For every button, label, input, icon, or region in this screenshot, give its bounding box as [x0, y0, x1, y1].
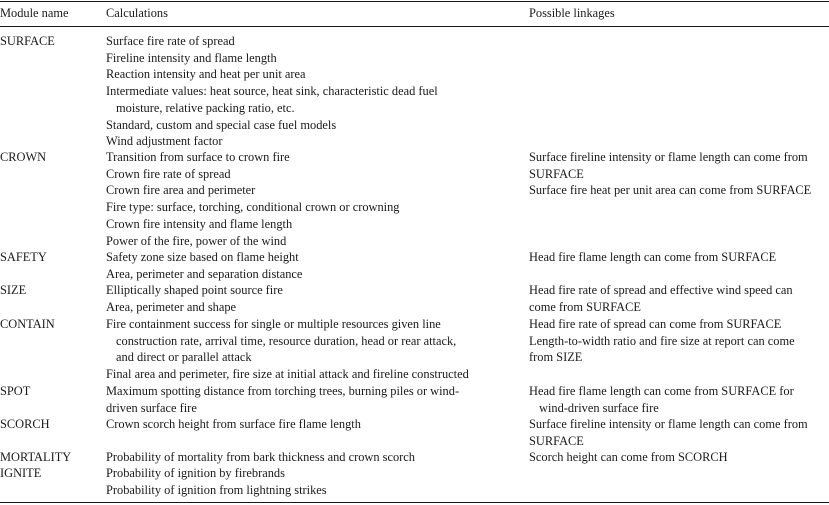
module-name-cell: CROWN	[0, 150, 47, 164]
calculation-line: Power of the fire, power of the wind	[106, 233, 287, 248]
linkage-line: SURFACE	[529, 433, 584, 448]
linkage-line: Length-to-width ratio and fire size at report can come	[529, 333, 795, 348]
calculation-line: Crown fire area and perimeter	[106, 183, 256, 198]
calculation-line: Probability of ignition from lightning strikes	[106, 482, 327, 497]
linkage-line: Surface fireline intensity or flame length can come from	[529, 150, 808, 164]
calculation-line: Reaction intensity and heat per unit area	[106, 67, 306, 82]
table-bottom-rule	[0, 502, 829, 503]
calculation-line: Fire containment success for single or multiple resources given line	[106, 317, 441, 331]
calculation-line: Area, perimeter and separation distance	[106, 266, 303, 281]
module-name-cell: IGNITE	[0, 466, 42, 480]
linkage-line: come from SURFACE	[529, 299, 641, 314]
calculation-line: driven surface fire	[106, 400, 197, 415]
calculation-line: Crown fire rate of spread	[106, 166, 231, 181]
linkage-line: Head fire flame length can come from SURFACE	[529, 250, 777, 264]
calculation-line: Area, perimeter and shape	[106, 299, 237, 314]
linkage-line: Surface fireline intensity or flame length can come from	[529, 417, 808, 431]
module-name-cell: MORTALITY	[0, 450, 72, 464]
calculation-line: Safety zone size based on flame height	[106, 250, 299, 264]
header-module-name: Module name	[0, 6, 69, 20]
calculation-line: Probability of ignition by firebrands	[106, 466, 285, 480]
linkage-line: SURFACE	[529, 166, 584, 181]
linkage-line: Surface fire heat per unit area can come from SURFACE	[529, 183, 812, 198]
calculation-line: Fire type: surface, torching, conditional crown or crowning	[106, 200, 400, 215]
header-possible-linkages: Possible linkages	[529, 6, 615, 20]
module-name-cell: CONTAIN	[0, 317, 55, 331]
calculation-line: construction rate, arrival time, resource duration, head or rear attack,	[116, 333, 457, 348]
calculation-line: Transition from surface to crown fire	[106, 150, 290, 164]
module-name-cell: SAFETY	[0, 250, 47, 264]
calculation-line: Maximum spotting distance from torching trees, burning piles or wind-	[106, 384, 460, 398]
module-name-cell: SCORCH	[0, 417, 50, 431]
calculation-line: Final area and perimeter, fire size at initial attack and fireline constructed	[106, 367, 469, 382]
calculation-line: Fireline intensity and flame length	[106, 50, 277, 65]
linkage-line: wind-driven surface fire	[539, 400, 659, 415]
calculation-line: Elliptically shaped point source fire	[106, 283, 283, 297]
linkage-line: from SIZE	[529, 350, 583, 365]
calculation-line: Crown scorch height from surface fire flame length	[106, 417, 361, 431]
module-name-cell: SPOT	[0, 384, 31, 398]
header-calculations: Calculations	[106, 6, 168, 20]
calculation-line: Surface fire rate of spread	[106, 34, 235, 48]
module-name-cell: SIZE	[0, 283, 27, 297]
calculation-line: Probability of mortality from bark thickness and crown scorch	[106, 450, 416, 464]
table-top-rule	[0, 1, 829, 2]
linkage-line: Head fire flame length can come from SURFACE for	[529, 384, 794, 398]
header-bottom-rule	[0, 26, 829, 27]
linkage-line: Head fire rate of spread and effective wind speed can	[529, 283, 793, 297]
linkage-line: Head fire rate of spread can come from SURFACE	[529, 317, 782, 331]
linkage-line: Scorch height can come from SCORCH	[529, 450, 728, 464]
calculation-line: and direct or parallel attack	[116, 350, 252, 365]
calculation-line: Intermediate values: heat source, heat sink, characteristic dead fuel	[106, 84, 438, 99]
calculation-line: Crown fire intensity and flame length	[106, 216, 293, 231]
calculation-line: Wind adjustment factor	[106, 134, 223, 149]
calculation-line: Standard, custom and special case fuel models	[106, 117, 337, 132]
module-name-cell: SURFACE	[0, 34, 55, 48]
calculation-line: moisture, relative packing ratio, etc.	[116, 100, 295, 115]
